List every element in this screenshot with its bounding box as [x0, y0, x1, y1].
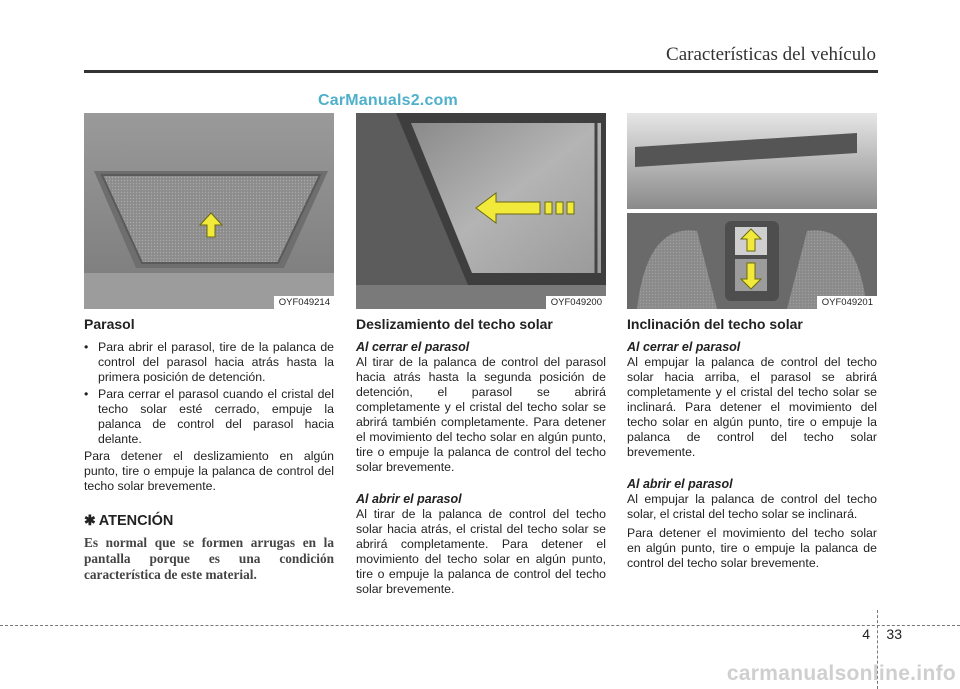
attention-body: Es normal que se formen arrugas en la pantalla porque es una condición característica de este material.: [84, 535, 334, 582]
list-item-text: Para abrir el parasol, tire de la palanca de control del parasol hacia atrás hasta la primera posición de detención.: [98, 340, 334, 384]
paragraph-open-shade-b: Para detener el movimiento del techo solar en algún punto, tire o empuje la palanca de control del techo solar brevemente.: [627, 526, 877, 570]
subheading-close-shade: Al cerrar el parasol: [356, 340, 470, 354]
photo-code: OYF049200: [546, 296, 606, 309]
photo-code: OYF049214: [274, 296, 334, 309]
page-number: 33: [886, 626, 902, 642]
page-header-title: Características del vehículo: [666, 44, 876, 65]
sunshade-illustration: [84, 113, 334, 309]
sliding-illustration: [356, 113, 606, 309]
chapter-number: 4: [862, 626, 870, 642]
paragraph-close-shade: Al empujar la palanca de control del techo solar hacia arriba, el parasol se abrirá completamente y el cristal del techo solar se inclinará. Para detener el movimiento del techo solar en algún punto, tire o empuje la palanca de control del techo solar brevemente.: [627, 355, 877, 459]
photo-code: OYF049201: [817, 296, 877, 309]
list-item-text: Para cerrar el parasol cuando el cristal del techo solar esté cerrado, empuje la palanca de control del parasol hacia delante.: [98, 387, 334, 446]
column-tilt: [627, 113, 877, 571]
photo-sunshade: [84, 113, 334, 309]
section-heading-sliding: Deslizamiento del techo solar: [356, 316, 553, 332]
header-rule-thin: [660, 70, 878, 71]
list-item: [84, 387, 334, 447]
bullet-dot: •: [84, 340, 89, 354]
column-parasol: [84, 113, 334, 583]
tilt-illustration: [627, 113, 877, 309]
paragraph-stop: Para detener el deslizamiento en algún punto, tire o empuje la palanca de control del techo solar brevemente.: [84, 449, 334, 493]
attention-star-icon: ✱: [84, 512, 96, 528]
attention-title-text: ATENCIÓN: [98, 512, 174, 529]
spacer: [356, 475, 606, 490]
paragraph-open-shade: Al tirar de la palanca de control del techo solar hacia atrás, el cristal del techo solar se abrirá completamente. Para detener el movimiento del techo solar en algún punto, tire o empuje la palanca de control del techo solar brevemente.: [356, 507, 606, 596]
section-heading-tilt: Inclinación del techo solar: [627, 316, 803, 332]
paragraph-open-shade-a: Al empujar la palanca de control del techo solar, el cristal del techo solar se inclinará.: [627, 492, 877, 521]
paragraph-close-shade: Al tirar de la palanca de control del parasol hacia atrás hasta la segunda posición de detención, el parasol se abrirá completamente y el cristal del techo solar se abrirá también completamente. Para detener el movimiento del techo solar en algún punto, tire o empuje la palanca de control del techo solar brevemente.: [356, 355, 606, 474]
photo-sliding: [356, 113, 606, 309]
attention-title: [84, 512, 334, 529]
subheading-open-shade: Al abrir el parasol: [627, 477, 733, 491]
watermark-bottom[interactable]: carmanualsonline.info: [726, 662, 956, 685]
list-item: [84, 340, 334, 385]
watermark-top[interactable]: CarManuals2.com: [318, 92, 458, 109]
footer-rule: [0, 625, 960, 626]
section-heading-parasol: Parasol: [84, 316, 135, 332]
spacer: [627, 460, 877, 475]
bullet-dot: •: [84, 387, 89, 401]
subheading-close-shade: Al cerrar el parasol: [627, 340, 741, 354]
subheading-open-shade: Al abrir el parasol: [356, 492, 462, 506]
column-sliding: [356, 113, 606, 597]
photo-tilt: [627, 113, 877, 309]
